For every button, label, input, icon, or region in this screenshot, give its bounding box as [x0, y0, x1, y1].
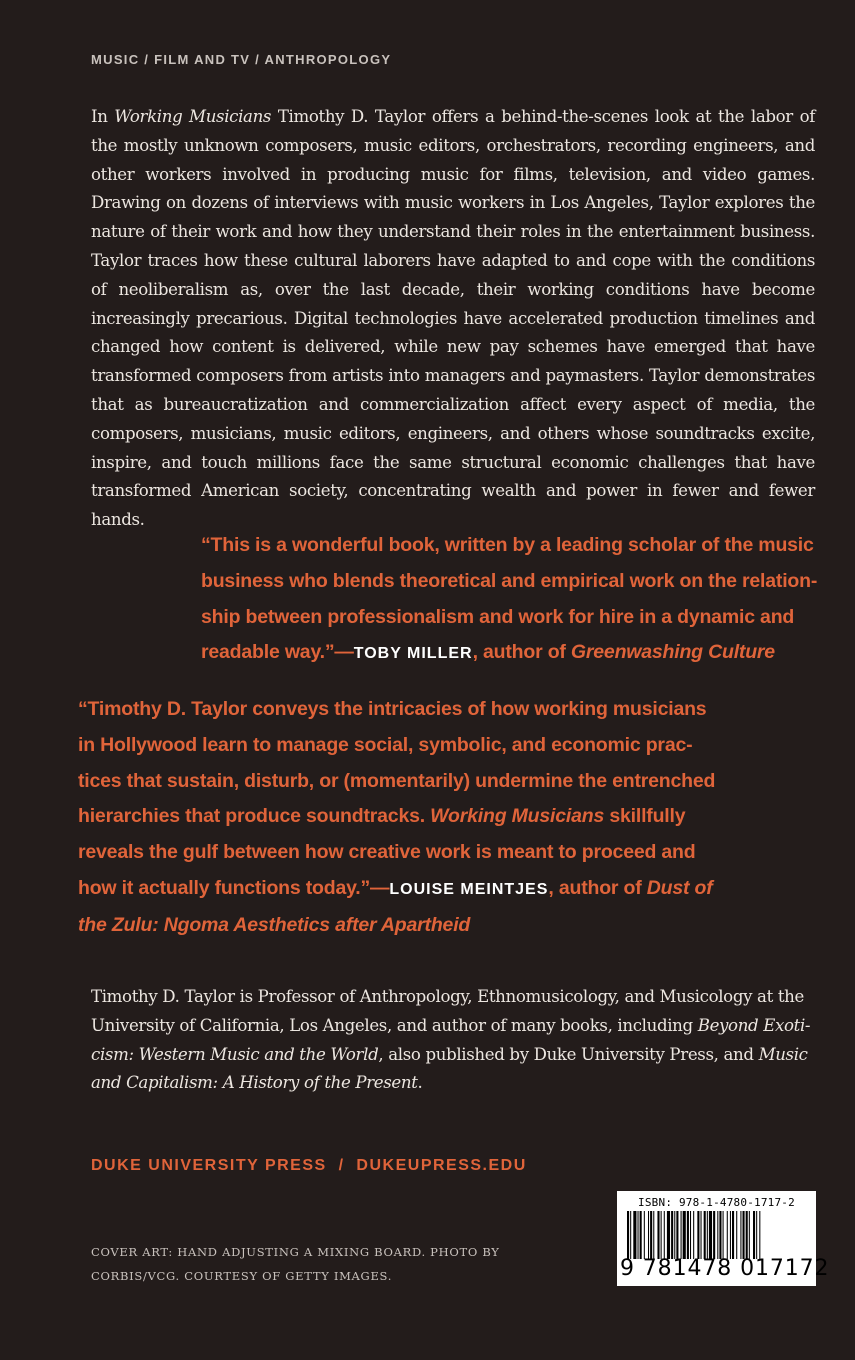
barcode-bar: [690, 1211, 691, 1259]
endorsement-quote-2: [78, 692, 718, 944]
barcode-bar: [644, 1211, 645, 1259]
barcode-bar: [653, 1211, 654, 1259]
quote-2-text-a: “Timothy D. Taylor conveys the intricacies of how working musicians in Hollywood learn to manage social, symbolic, and economic practices that sustain, disturb, or (momentarily) undermine the entrenched hierarchies that produce soundtracks.: [78, 698, 716, 828]
barcode-bar: [638, 1211, 639, 1259]
quote-2-author: LOUISE MEINTJES: [389, 880, 549, 898]
quote-2-book-title: Working Musicians: [430, 805, 605, 828]
endorsement-quote-1: [201, 528, 821, 672]
barcode-bar: [674, 1211, 675, 1259]
barcode-bar: [661, 1211, 662, 1259]
bio-text-c: .: [417, 1073, 423, 1093]
publisher-line: DUKE UNIVERSITY PRESS / DUKEUPRESS.EDU: [91, 1157, 527, 1174]
barcode-bar: [633, 1211, 636, 1259]
bio-text-b: , also published by Duke University Press, and: [378, 1044, 759, 1064]
barcode-bar: [709, 1211, 712, 1259]
bio-book-1: Beyond Exoticism: Western Music and the World: [91, 1015, 811, 1064]
barcode-bar: [657, 1211, 659, 1259]
barcode-bar: [630, 1211, 631, 1259]
barcode-bar: [743, 1211, 745, 1259]
description-book-title: Working Musicians: [114, 107, 272, 126]
quote-2-role: , author of: [548, 876, 647, 899]
quote-1-role: , author of: [472, 641, 571, 664]
barcode-bar: [727, 1211, 728, 1259]
quote-2-book: Dust of the Zulu: Ngoma Aesthetics after Apartheid: [78, 876, 713, 936]
category-line: MUSIC / FILM AND TV / ANTHROPOLOGY: [91, 52, 392, 67]
barcode-bar: [740, 1211, 741, 1259]
barcode-bar: [640, 1211, 642, 1259]
barcode-bar: [697, 1211, 699, 1259]
barcode-bar: [732, 1211, 734, 1259]
barcode-bar: [736, 1211, 737, 1259]
barcode-bar: [759, 1211, 760, 1259]
book-description: [91, 103, 815, 535]
barcode-bar: [683, 1211, 686, 1259]
barcode-bar: [730, 1211, 731, 1259]
barcode-bar: [671, 1211, 673, 1259]
barcode-bar: [717, 1211, 718, 1259]
barcode-bar: [667, 1211, 670, 1259]
barcode-bar: [723, 1211, 724, 1259]
description-intro: In: [91, 107, 115, 126]
quote-1-author: TOBY MILLER: [353, 645, 473, 663]
isbn-barcode: [617, 1191, 830, 1286]
barcode-bar: [707, 1211, 708, 1259]
barcode-bar: [676, 1211, 678, 1259]
barcode-bar: [713, 1211, 715, 1259]
barcode-bar: [756, 1211, 757, 1259]
barcode-bar: [746, 1211, 748, 1259]
quote-2-text-b: skillfully reveals the gulf between how creative work is meant to proceed and how it actually functions today.”—: [78, 805, 696, 899]
barcode-bar: [687, 1211, 689, 1259]
cover-art-credits: COVER ART: HAND ADJUSTING A MIXING BOARD. PHOTO BY CORBIS/VCG. COURTESY OF GETTY IMAGES.: [91, 1245, 500, 1283]
barcode-bar: [693, 1211, 694, 1259]
bio-book-2: Music and Capitalism: A History of the Present: [91, 1044, 808, 1093]
quote-1-book: Greenwashing Culture: [570, 641, 775, 664]
barcode-bar: [681, 1211, 682, 1259]
quote-1-text: “This is a wonderful book, written by a leading scholar of the music business who blends theoretical and empirical work on the relationship between professionalism and work for hire in a dynamic and readable way.”—: [201, 534, 818, 664]
barcode-bar: [719, 1211, 721, 1259]
description-body: Timothy D. Taylor offers a behind-the-scenes look at the labor of the mostly unknown composers, music editors, orchestrators, recording engineers, and other workers involved in producing music for films, television, and video games. Drawing on dozens of interviews with music workers in Los Angeles, Taylor explores the nature of their work and how they understand their roles in the entertainment business. Taylor traces how these cultural laborers have adapted to and cope with the conditions of neoliberalism as, over the last decade, their working conditions have become increasingly precarious. Digital technologies have accelerated production timelines and changed how content is delivered, while new pay schemes have emerged that have transformed composers from artists into managers and paymasters. Taylor demonstrates that as bureaucratization and commercialization affect every aspect of media, the composers, musicians, music editors, engineers, and others whose soundtracks excite, inspire, and touch millions face the same structural economic challenges that have transformed American society, concentrating wealth and power in fewer and fewer hands.: [91, 107, 816, 530]
barcode-bar: [648, 1211, 649, 1259]
barcode-bar: [650, 1211, 652, 1259]
isbn-label: ISBN: 978-1-4780-1717-2: [638, 1196, 795, 1209]
barcode-bar: [701, 1211, 702, 1259]
barcode-bar: [753, 1211, 755, 1259]
barcode-bars: [627, 1211, 809, 1259]
barcode-digits: 9 781478 017172: [620, 1256, 830, 1281]
author-bio: [91, 983, 815, 1098]
barcode-bar: [749, 1211, 750, 1259]
barcode-bar: [664, 1211, 665, 1259]
bio-text-a: Timothy D. Taylor is Professor of Anthropology, Ethnomusicology, and Musicology at the University of California, Los Angeles, and author of many books, including: [91, 987, 804, 1035]
barcode-bar: [627, 1211, 629, 1259]
barcode-bar: [704, 1211, 706, 1259]
